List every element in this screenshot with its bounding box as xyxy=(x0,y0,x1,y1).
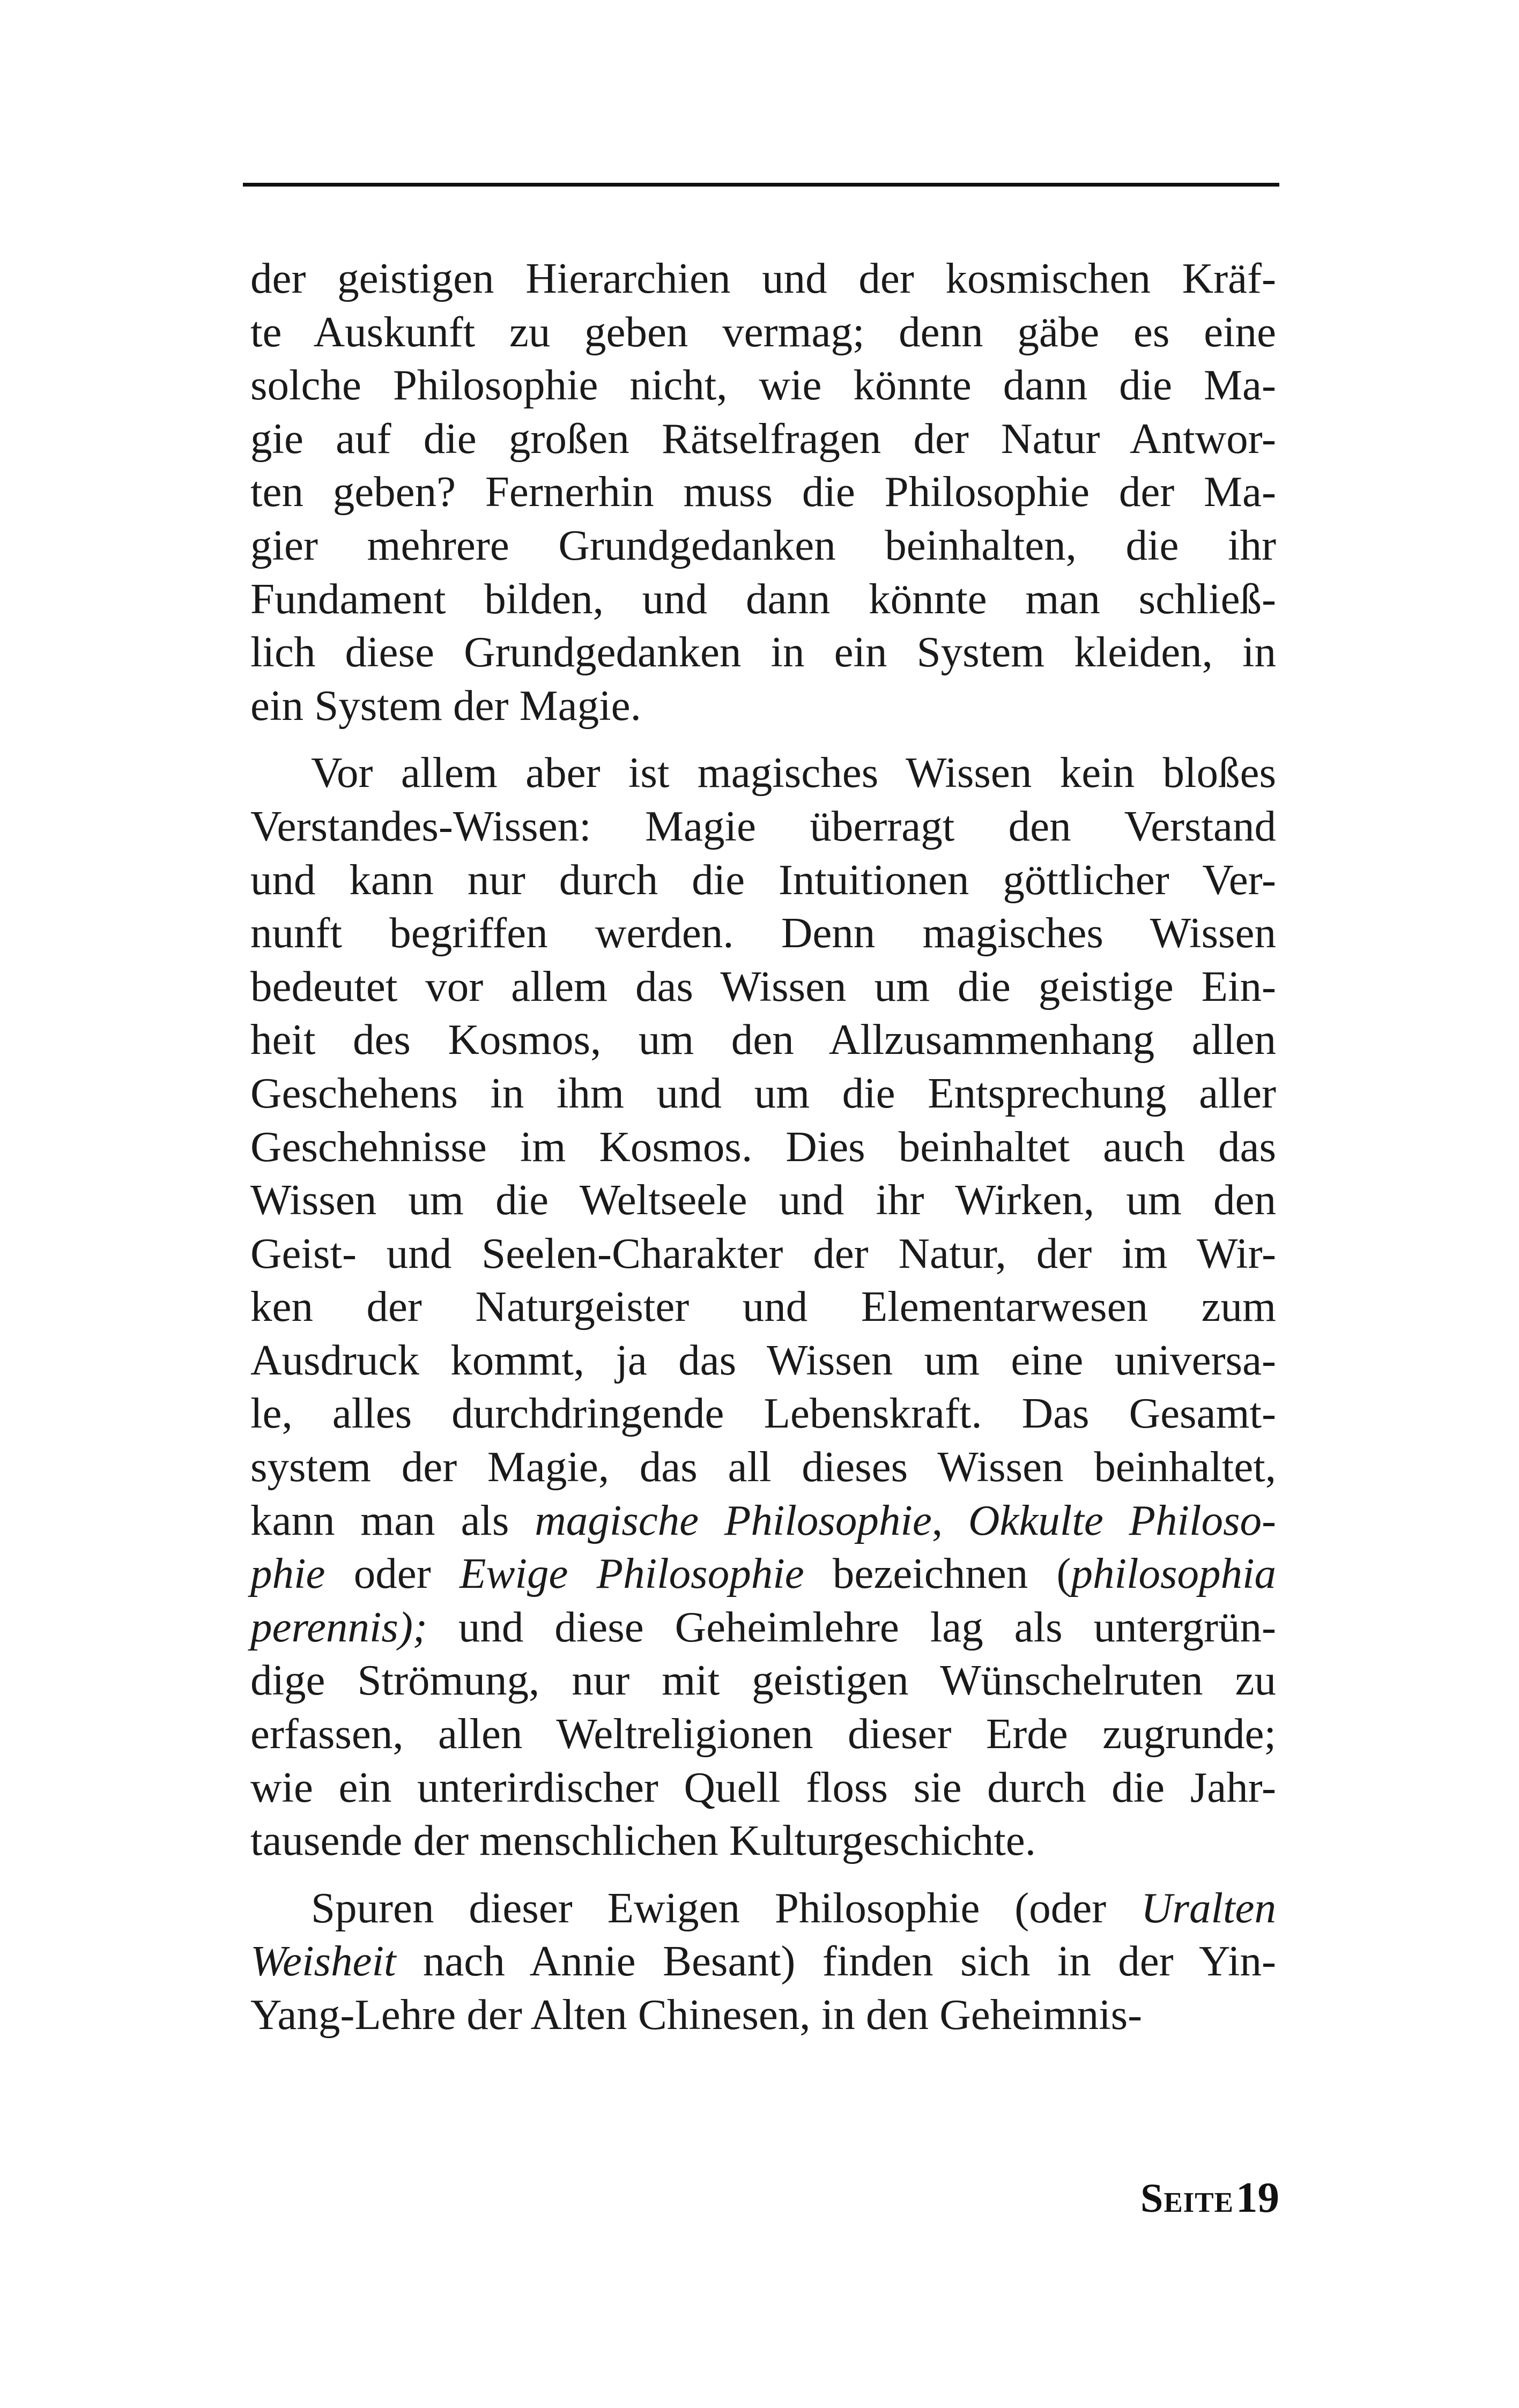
text-run: Geschehens in ihm und um die Entsprechung aller xyxy=(250,1068,1276,1117)
text-run: le, alles durchdringende Lebenskraft. Das Gesamt- xyxy=(250,1389,1276,1438)
text-run: oder xyxy=(325,1549,460,1598)
text-line xyxy=(250,906,1276,960)
text-run: wie ein unterirdischer Quell floss sie durch die Jahr- xyxy=(250,1763,1276,1811)
text-line xyxy=(250,1882,1276,1935)
header-rule xyxy=(243,183,1279,187)
italic-text: magische Philosophie xyxy=(535,1496,932,1544)
text-line xyxy=(250,1547,1276,1601)
text-run: ten geben? Fernerhin muss die Philosophie der Ma- xyxy=(250,467,1276,516)
text-run: system der Magie, das all dieses Wissen beinhaltet, xyxy=(250,1443,1276,1491)
text-line xyxy=(250,359,1276,412)
text-line xyxy=(250,746,1276,800)
italic-text: Weisheit xyxy=(250,1937,396,1986)
text-run: Wissen um die Weltseele und ihr Wirken, um den xyxy=(250,1176,1276,1224)
text-line xyxy=(250,853,1276,907)
text-run: , xyxy=(931,1496,968,1544)
text-run: tausende der menschlichen Kulturgeschichte. xyxy=(250,1816,1036,1865)
italic-text: philosophia xyxy=(1071,1549,1276,1598)
text-run: gier mehrere Grundgedanken beinhalten, die ihr xyxy=(250,521,1276,569)
text-line xyxy=(250,1935,1276,1988)
text-line xyxy=(250,1761,1276,1815)
text-line xyxy=(250,960,1276,1014)
text-run: Fundament bilden, und dann könnte man schließ- xyxy=(250,574,1276,623)
text-run: bedeutet vor allem das Wissen um die geistige Ein- xyxy=(250,962,1276,1010)
text-run: bezeichnen ( xyxy=(804,1549,1071,1598)
text-run: Geist- und Seelen-Charakter der Natur, der im Wir- xyxy=(250,1229,1276,1277)
page-number xyxy=(1140,2173,1279,2223)
text-line xyxy=(250,465,1276,519)
text-run: ein System der Magie. xyxy=(250,681,641,730)
text-run: ken der Naturgeister und Elementarwesen zum xyxy=(250,1282,1276,1331)
text-line xyxy=(250,519,1276,573)
paragraph xyxy=(250,746,1276,1867)
italic-text: Uralten xyxy=(1141,1883,1276,1932)
paragraph xyxy=(250,1882,1276,2042)
text-run: Yang-Lehre der Alten Chinesen, in den Geheimnis- xyxy=(250,1990,1143,2039)
text-line xyxy=(250,1067,1276,1120)
text-run: te Auskunft zu geben vermag; denn gäbe es eine xyxy=(250,307,1276,356)
text-line xyxy=(250,679,1276,733)
paragraph xyxy=(250,252,1276,732)
text-run: Geschehnisse im Kosmos. Dies beinhaltet auch das xyxy=(250,1122,1276,1171)
body-text xyxy=(250,252,1276,2042)
text-line xyxy=(250,1988,1276,2042)
text-line xyxy=(250,1654,1276,1707)
text-line xyxy=(250,252,1276,306)
italic-text: Okkulte Philoso- xyxy=(968,1496,1277,1544)
text-line xyxy=(250,1814,1276,1868)
text-run: dige Strömung, nur mit geistigen Wünschelruten zu xyxy=(250,1656,1276,1705)
text-line xyxy=(250,1013,1276,1067)
text-run: Spuren dieser Ewigen Philosophie (oder xyxy=(311,1883,1142,1932)
text-line xyxy=(250,1227,1276,1281)
page-number-value: 19 xyxy=(1236,2173,1279,2221)
text-run: kann man als xyxy=(250,1496,535,1544)
italic-text: perennis); xyxy=(250,1602,427,1651)
text-line xyxy=(250,412,1276,466)
text-run: Ausdruck kommt, ja das Wissen um eine universa- xyxy=(250,1335,1276,1384)
text-line xyxy=(250,1120,1276,1174)
text-line xyxy=(250,626,1276,679)
text-run: Vor allem aber ist magisches Wissen kein bloßes xyxy=(311,748,1276,797)
text-run: gie auf die großen Rätselfragen der Natur Antwor- xyxy=(250,414,1276,463)
text-run: heit des Kosmos, um den Allzusammenhang allen xyxy=(250,1015,1276,1064)
text-run: und diese Geheimlehre lag als untergrün- xyxy=(427,1602,1276,1651)
text-line xyxy=(250,1440,1276,1494)
text-run: lich diese Grundgedanken in ein System kleiden, in xyxy=(250,628,1276,677)
text-run: der geistigen Hierarchien und der kosmischen Kräf- xyxy=(250,254,1276,302)
text-run: nach Annie Besant) finden sich in der Yin- xyxy=(396,1937,1276,1986)
text-run: nunft begriffen werden. Denn magisches Wissen xyxy=(250,909,1276,957)
text-line xyxy=(250,1334,1276,1387)
text-line xyxy=(250,800,1276,853)
text-line xyxy=(250,1601,1276,1654)
text-line xyxy=(250,306,1276,359)
italic-text: phie xyxy=(250,1549,325,1598)
text-run: Verstandes-Wissen: Magie überragt den Verstand xyxy=(250,801,1276,850)
text-run: solche Philosophie nicht, wie könnte dann die Ma- xyxy=(250,361,1276,410)
text-run: erfassen, allen Weltreligionen dieser Erde zugrunde; xyxy=(250,1710,1276,1758)
page-number-label: Seite xyxy=(1140,2176,1234,2221)
text-line xyxy=(250,1707,1276,1761)
text-line xyxy=(250,1387,1276,1440)
text-line xyxy=(250,573,1276,626)
text-run: und kann nur durch die Intuitionen göttlicher Ver- xyxy=(250,855,1276,904)
text-line xyxy=(250,1280,1276,1334)
text-line xyxy=(250,1494,1276,1548)
italic-text: Ewige Philosophie xyxy=(459,1549,804,1598)
text-line xyxy=(250,1173,1276,1227)
